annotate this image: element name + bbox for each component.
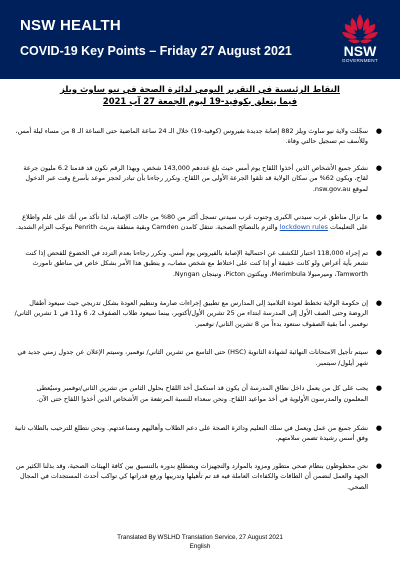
header-title: NSW HEALTH bbox=[20, 17, 121, 34]
key-point-text: نشكر جميع من عمل ويعمل في سلك التعليم ودائرة الصحة على دعم الطلاب وأهاليهم ومساعدتهم. ونحن نتطلع للترحيب بالطلاب ثانية وفق أسس رشيدة تضمن سلامتهم. bbox=[14, 423, 368, 443]
key-point-item bbox=[14, 126, 384, 147]
bullet-icon: ● bbox=[375, 299, 382, 308]
key-point-text: يجب على كل من يعمل داخل نطاق المدرسة أن يكون قد استكمل أخذ اللقاح بحلول الثامن من تشرين الثاني/نوفمبر وسيُعطى المعلمون والمدرسون الأولوية في أخذ مواعيد اللقاح. ونحن سعداء للنسبة المرتفعة من الأشخاص الذين أخذوا اللقاح حتى الآن. bbox=[36, 384, 368, 403]
logo-wordmark: NSW bbox=[343, 43, 377, 59]
waratah-icon bbox=[330, 10, 390, 46]
key-point-text: تم إجراء 118,000 اختبار للكشف عن احتمالية الإصابة بالفيروس يوم أمس. ونكرر رجاءنا بعدم التردد في الخضوع للفحص إذا كنت تشعر بأية أعراض ولو كانت خفيفة أو إذا كنت على اختلاط مع شخص مصاب، و ينطبق هذا الأمر بشكل خاص في مناطق تامورث Tamworth، وميرمبولا Merimbula، وبيكتون Picton، ونينجان Nyngan. bbox=[25, 248, 368, 278]
bullet-icon: ● bbox=[375, 384, 382, 393]
key-points-list bbox=[14, 126, 384, 492]
key-point-text: سجّلت ولاية نيو ساوث ويلز 882 إصابة جديدة بفيروس (كوفيد-19) خلال الـ 24 ساعة الماضية حتى الساعة الـ 8 من مساء ليلة أمس، وللأسف تم تسجيل حالتي وفاة. bbox=[15, 127, 368, 146]
key-point-item bbox=[14, 347, 384, 368]
key-point-text: نحن محظوظون بنظام صحي متطور ومزود بالموارد والتجهيزات ويضطلع بدوره بالتنسيق بين كافة الهيئات الصحية، وقد بذلنا الكثير من الجهد والعمل لنضمن أن الطاقات والكفاءات العاملة فيه قد تم تأهيلها وتدريبها ورفع قدراتها كي تواكب أحدث المستجدات في المجال الصحي. bbox=[15, 461, 368, 491]
key-point-text: ما تزال مناطق غرب سيدني الكبرى وجنوب غرب سيدني تسجل أكثر من 80% من حالات الإصابة، لذا تأكد من أنك على علم واطلاع على التعليمات lockdown rules والتزم بالنصائح الصحية. تنتقل كامدن Camden وبقية منطقة بنريث Penrith بتوجّب التزام الشديد. bbox=[15, 213, 368, 232]
source-language: English bbox=[189, 542, 211, 550]
key-point-item bbox=[14, 298, 384, 329]
key-point-text: إن حكومة الولاية تخطط لعودة التلاميذ إلى المدارس مع تطبيق إجراءات صارمة وتنظيم العودة بشكل تدريجي حيث سيعود أطفال الروضة وحتى الصف الأول إلى المدرسة ابتداء من 25 تشرين الأول/أكتوبر، بينما سيعود طلاب الصفوف 2، 6 و11 في 1 تشرين الثاني/ نوفمبر، أما بقية الصفوف ستعود بدءاً من 8 تشرين الثاني/ نوفمبر. bbox=[14, 299, 368, 328]
title-line-2: فيما يتعلق بكوفيد-19 ليوم الجمعة 27 آب 2021 bbox=[102, 95, 298, 106]
lockdown-rules-link[interactable]: lockdown rules bbox=[279, 223, 328, 232]
page-header bbox=[0, 0, 400, 79]
bullet-icon: ● bbox=[375, 163, 382, 172]
header-subtitle: COVID-19 Key Points – Friday 27 August 2021 bbox=[20, 44, 292, 58]
key-point-item bbox=[14, 212, 384, 233]
title-line-1: النقاط الرئيسية في التقرير اليومي لدائرة الصحة في نيو ساوث ويلز bbox=[60, 84, 340, 94]
bullet-icon: ● bbox=[375, 127, 382, 135]
bullet-icon: ● bbox=[375, 461, 382, 470]
bullet-icon: ● bbox=[375, 248, 382, 257]
page-footer bbox=[0, 534, 400, 551]
nsw-government-logo bbox=[330, 10, 390, 74]
bullet-icon: ● bbox=[375, 348, 382, 357]
document-title bbox=[20, 84, 380, 107]
key-point-text: سيتم تأجيل الامتحانات النهائية لشهادة الثانوية (HSC) حتى التاسع من تشرين الثاني/ نوفمبر، وسيتم الإعلان عن جدول زمني جديد في شهر أيلول/ سبتمبر. bbox=[17, 348, 368, 367]
key-point-item bbox=[14, 461, 384, 492]
logo-subtext: GOVERNMENT bbox=[342, 58, 378, 63]
bullet-icon: ● bbox=[375, 213, 382, 222]
translation-credit: Translated By WSLHD Translation Service, 27 August 2021 bbox=[117, 534, 283, 541]
key-point-text: نشكر جميع الأشخاص الذين أخذوا اللقاح يوم أمس حيث بلغ عددهم 143,000 شخص، وبهذا الرقم نكون قد قدمنا 6.2 مليون جرعة لقاح، ويكون 62% من سكان الولاية قد تلقوا الجرعة الأولى من اللقاح. ونكرر رجاءنا بأن تبادر لحجز موعد بأسرع وقت عبر الدخول لموقع nsw.gov.au. bbox=[23, 163, 368, 193]
key-point-item bbox=[14, 423, 384, 444]
bullet-icon: ● bbox=[375, 423, 382, 432]
key-point-item bbox=[14, 163, 384, 194]
key-point-item bbox=[14, 248, 384, 279]
key-point-item bbox=[14, 383, 384, 404]
